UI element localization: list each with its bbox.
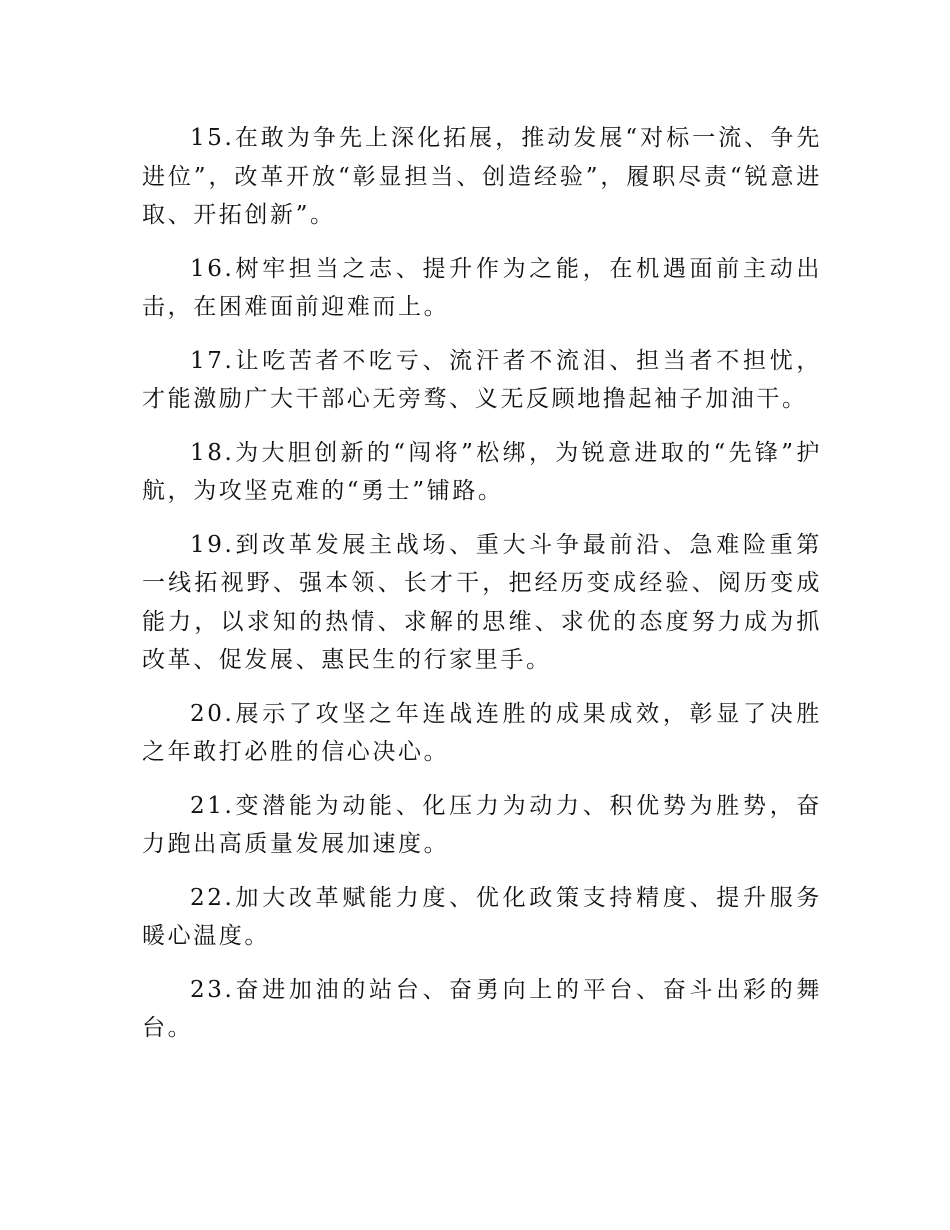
- paragraph-23: 23.奋进加油的站台、奋勇向上的平台、奋斗出彩的舞台。: [142, 976, 822, 1041]
- paragraph-17: 17.让吃苦者不吃亏、流汗者不流泪、担当者不担忧，才能激励广大干部心无旁骛、义无反顾地撸起袖子加油干。: [142, 347, 822, 412]
- document-body: [142, 119, 822, 1063]
- paragraph-18: 18.为大胆创新的“闯将”松绑，为锐意进取的“先锋”护航，为攻坚克难的“勇士”铺路。: [142, 439, 822, 504]
- paragraph-19: 19.到改革发展主战场、重大斗争最前沿、急难险重第一线拓视野、强本领、长才干，把经历变成经验、阅历变成能力，以求知的热情、求解的思维、求优的态度努力成为抓改革、促发展、惠民生的行家里手。: [142, 531, 822, 673]
- paragraph-21: 21.变潜能为动能、化压力为动力、积优势为胜势，奋力跑出高质量发展加速度。: [142, 792, 822, 857]
- paragraph-22: 22.加大改革赋能力度、优化政策支持精度、提升服务暖心温度。: [142, 884, 822, 949]
- paragraph-20: 20.展示了攻坚之年连战连胜的成果成效，彰显了决胜之年敢打必胜的信心决心。: [142, 700, 822, 765]
- paragraph-15: 15.在敢为争先上深化拓展，推动发展“对标一流、争先进位”，改革开放“彰显担当、创造经验”，履职尽责“锐意进取、开拓创新”。: [142, 125, 822, 228]
- paragraph-16: 16.树牢担当之志、提升作为之能，在机遇面前主动出击，在困难面前迎难而上。: [142, 255, 822, 320]
